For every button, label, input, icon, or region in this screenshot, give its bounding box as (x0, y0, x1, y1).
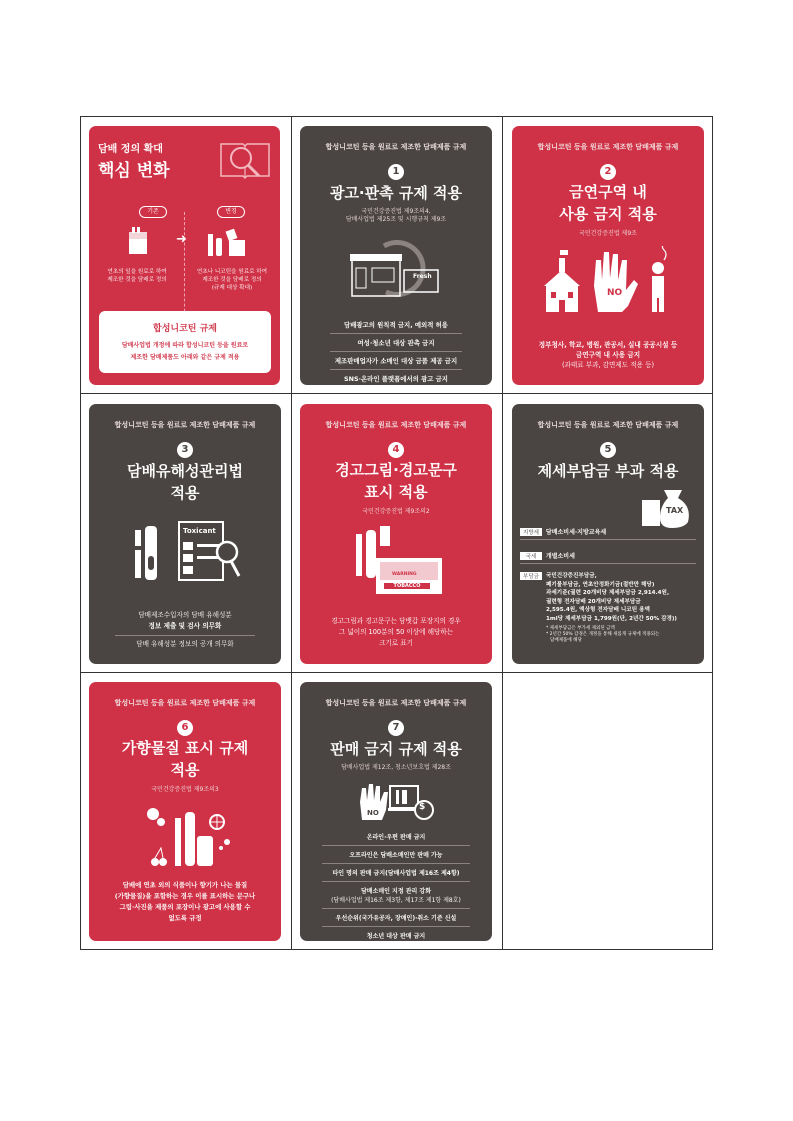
after-text3: (규제 대상 확대) (211, 285, 253, 291)
dollar-icon: $ (419, 802, 426, 812)
card0-heading2: 핵심 변화 (98, 161, 170, 181)
card6-text2: (가향물질)을 포함하는 경우 이를 표시하는 문구나 (114, 892, 256, 900)
row3-line: 2,595.4원, 액상형 전자담배 니코틴 용액 (546, 607, 650, 614)
row3-line: 국민건강증진부담금, (546, 573, 597, 579)
card4-text3: 크기로 표기 (379, 639, 413, 647)
card6-text1: 담배에 연초 외의 식품이나 향기가 나는 물질 (122, 881, 248, 889)
school-hand-person-icon (540, 246, 680, 314)
tobacco-label: TOBACCO (384, 583, 430, 589)
card1-item: 담배광고의 원칙적 금지, 예외적 허용 (330, 316, 462, 334)
card6-title2: 적용 (170, 761, 200, 779)
note3: 담배제품에 해당 (550, 637, 582, 643)
e-cigarette-icon (205, 224, 251, 258)
after-label: 변경 (217, 206, 245, 218)
card3-title2: 적용 (170, 484, 200, 502)
card7-item4-title: 담배소매인 지정 관리 강화 (360, 888, 432, 895)
book-magnifier-icon (217, 136, 273, 182)
card-sales-ban (300, 682, 492, 941)
card6-title1: 가향물질 표시 규제 (121, 739, 249, 757)
arrow-right-icon: ➜ (176, 232, 187, 247)
card7-number: 7 (388, 720, 404, 736)
card5-number: 5 (600, 442, 616, 458)
card2-text2: 금연구역 내 사용 금지 (575, 351, 641, 359)
store-no-ads-icon (346, 230, 450, 300)
card4-header: 합성니코틴 등을 원료로 제조한 담배제품 규제 (325, 421, 467, 429)
card4-number: 4 (388, 442, 404, 458)
card2-text1: 정부청사, 학교, 병원, 관공서, 실내 공공시설 등 (538, 341, 678, 349)
card2-header: 합성니코틴 등을 원료로 제조한 담배제품 규제 (537, 143, 679, 151)
card4-text1: 경고그림과 경고문구는 담뱃갑 포장지의 경우 (331, 617, 461, 625)
card3-text3: 담배 유해성분 정보의 공개 의무화 (136, 640, 234, 648)
card6-text3: 그림·사진을 제품의 포장이나 광고에 사용할 수 (119, 903, 251, 911)
card6-text4: 없도록 규정 (168, 914, 202, 922)
card5-title: 제세부담금 부과 적용 (537, 462, 679, 480)
card4-text2: 그 넓이의 100분의 50 이상에 해당하는 (338, 628, 454, 636)
card4-sub: 국민건강증진법 제9조의2 (362, 508, 430, 515)
warning-label: WARNING (392, 572, 417, 577)
card7-item4-sub: (담배사업법 제16조 제3항, 제17조 제1항 제8호) (331, 897, 461, 904)
card-harmfulness (89, 404, 281, 664)
card2-sub: 국민건강증진법 제9조 (579, 230, 637, 237)
toxicant-label: Toxicant (183, 527, 216, 535)
card7-header: 합성니코틴 등을 원료로 제조한 담배제품 규제 (325, 699, 467, 707)
card-flavor (89, 682, 281, 941)
row1-text: 담배소비세·지방교육세 (545, 529, 607, 536)
tax-label: TAX (666, 506, 684, 515)
row3-line: 과세기준(궐련 20개비당 제세부담금 2,914.4원, (546, 590, 670, 597)
row3-line: 궐련형 전자담배 20개비당 제세부담금 (546, 598, 641, 605)
card7-item (322, 882, 470, 909)
cigarette-pack-icon (127, 226, 151, 256)
card7-item: 청소년 대상 판매 금지 (366, 933, 426, 940)
box-title: 합성니코틴 규제 (153, 324, 217, 334)
after-text2: 제조한 것을 담배로 정의 (202, 277, 262, 283)
no-label: NO (367, 809, 379, 817)
card2-text3: (과태료 부과, 감면제도 적용 등) (561, 361, 655, 369)
card1-number: 1 (388, 164, 404, 180)
card7-item: 타인 명의 판매 금지(담배사업법 제16조 제4항) (322, 864, 470, 882)
card3-title1: 담배유해성관리법 (127, 462, 243, 480)
row3-line: 폐기물부담금, 연초안정화기금(절반만 해당) (546, 581, 655, 588)
card6-number: 6 (177, 720, 193, 736)
card7-item: 온라인·우편 판매 금지 (322, 828, 470, 846)
card7-item: 우선순위(국가유공자, 장애인)·취소 기준 신설 (322, 909, 470, 927)
row2-text: 개별소비세 (545, 553, 575, 560)
card2-title2: 사용 금지 적용 (559, 205, 657, 223)
box-text2: 제조한 담배제품도 아래와 같은 규제 적용 (130, 354, 240, 361)
row3-label: 부담금 (520, 572, 542, 580)
card2-title1: 금연구역 내 (569, 183, 647, 201)
card1-header: 합성니코틴 등을 원료로 제조한 담배제품 규제 (325, 143, 467, 151)
box-text1: 담배사업법 개정에 따라 합성니코틴 등을 원료로 (121, 342, 249, 349)
card1-sub1: 국민건강증진법 제9조의4, (361, 208, 431, 215)
before-label: 기존 (139, 206, 167, 218)
card1-item: SNS·온라인 플랫폼에서의 광고 금지 (344, 375, 448, 383)
card1-item: 제조판매업자가 소매인 대상 금품 제공 금지 (330, 352, 462, 370)
no-label: NO (607, 288, 623, 298)
card-no-smoking-zone (512, 126, 704, 385)
card7-sub: 담배사업법 제12조, 청소년보호법 제28조 (341, 764, 451, 771)
card-tax (512, 404, 704, 664)
note2: * 2년간 50% 감경은 개정을 통해 새롭게 규제에 적용되는 (546, 631, 660, 637)
card7-title: 판매 금지 규제 적용 (330, 740, 462, 758)
row1-label: 지방세 (520, 528, 542, 536)
card1-title: 광고·판촉 규제 적용 (329, 184, 463, 202)
card4-title2: 표시 적용 (364, 483, 428, 501)
card2-number: 2 (600, 164, 616, 180)
fresh-label: Fresh (413, 273, 432, 280)
before-text1: 연초의 잎을 원료로 하여 (107, 269, 167, 275)
row3-line: 1ml당 제세부담금 1,799원(단, 2년간 50% 감경)) (546, 615, 677, 622)
synthetic-nicotine-box (99, 311, 271, 373)
card-advertising (300, 126, 492, 385)
card5-header: 합성니코틴 등을 원료로 제조한 담배제품 규제 (537, 421, 679, 429)
card-definition (89, 126, 280, 385)
card3-header: 합성니코틴 등을 원료로 제조한 담배제품 규제 (114, 421, 256, 429)
card4-title1: 경고그림·경고문구 (335, 461, 457, 479)
card0-heading1: 담배 정의 확대 (98, 144, 163, 155)
flavored-vape-icon (131, 798, 241, 870)
after-text1: 연초나 니코틴을 원료로 하여 (196, 269, 268, 275)
card1-sub2: 담배사업법 제25조 및 시행규칙 제9조 (345, 216, 447, 223)
card7-item: 오프라인은 담배소매인만 판매 가능 (322, 846, 470, 864)
row2-label: 국세 (520, 552, 542, 560)
card6-sub: 국민건강증진법 제9조의3 (151, 786, 219, 793)
card3-text2: 정보 제출 및 검사 의무화 (115, 621, 255, 636)
note1: * 제세부담금은 부가세 제외된 금액 (546, 625, 615, 631)
card3-number: 3 (177, 442, 193, 458)
card-warning-label (300, 404, 492, 664)
card1-item: 여성·청소년 대상 판촉 금지 (330, 334, 462, 352)
before-text2: 제조한 것을 담배로 정의 (107, 277, 167, 283)
card3-text1: 담배제조수입자의 담배 유해성분 (138, 611, 232, 619)
card6-header: 합성니코틴 등을 원료로 제조한 담배제품 규제 (114, 699, 256, 707)
